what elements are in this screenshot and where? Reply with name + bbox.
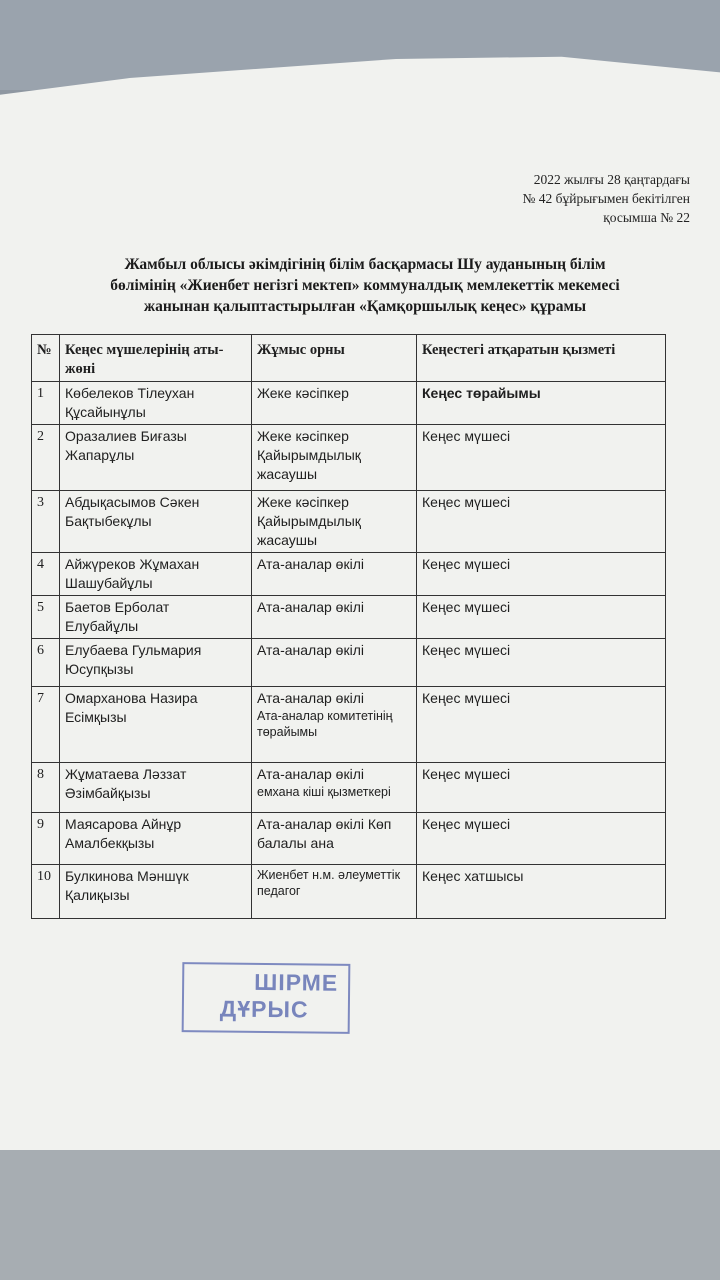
row-number: 1 [32, 382, 60, 425]
member-workplace [252, 687, 417, 763]
member-workplace: Ата-аналар өкілі [252, 553, 417, 596]
member-workplace: Ата-аналар өкілі [252, 639, 417, 687]
table-row [32, 382, 666, 425]
header-number: № [32, 335, 60, 382]
table-row [32, 425, 666, 491]
table-row [32, 763, 666, 813]
workplace-detail: емхана кіші қызметкері [257, 785, 391, 799]
table-row [32, 865, 666, 919]
member-workplace: Жиенбет н.м. әлеуметтік педагог [252, 865, 417, 919]
member-workplace: Жеке кәсіпкер Қайырымдылық жасаушы [252, 491, 417, 553]
member-name: Жұматаева Ләззат Әзімбайқызы [60, 763, 252, 813]
approval-line-appendix: қосымша № 22 [603, 210, 690, 225]
table-row [32, 491, 666, 553]
stamp-line-2: ДҰРЫС [219, 995, 309, 1023]
table-row [32, 553, 666, 596]
member-role: Кеңес мүшесі [417, 813, 666, 865]
approval-stamp [182, 962, 351, 1034]
row-number: 4 [32, 553, 60, 596]
member-role: Кеңес хатшысы [417, 865, 666, 919]
table-header-row [32, 335, 666, 382]
stamp-line-1: ШІРМЕ [254, 968, 339, 996]
title-line-3: жанынан қалыптастырылған «Қамқоршылық кеңес» құрамы [143, 298, 587, 315]
photo-background-bottom [0, 1150, 720, 1280]
member-workplace: Ата-аналар өкілі [252, 596, 417, 639]
table-row [32, 687, 666, 763]
workplace-main: Ата-аналар өкілі [257, 766, 364, 782]
row-number: 8 [32, 763, 60, 813]
approval-line-order: № 42 бұйрығымен бекітілген [522, 191, 690, 206]
member-role: Кеңес мүшесі [417, 687, 666, 763]
member-name: Оразалиев Биғазы Жапарұлы [60, 425, 252, 491]
member-workplace: Жеке кәсіпкер [252, 382, 417, 425]
title-line-2: бөлімінің «Жиенбет негізгі мектеп» коммуналдық мемлекеттік мекемесі [110, 277, 620, 294]
member-workplace [252, 763, 417, 813]
header-workplace: Жұмыс орны [252, 335, 417, 382]
header-council-role: Кеңестегі атқаратын қызметі [417, 335, 666, 382]
table-row [32, 639, 666, 687]
approval-note [523, 170, 691, 227]
member-name: Абдықасымов Сәкен Бақтыбекұлы [60, 491, 252, 553]
member-name: Баетов Ерболат Елубайұлы [60, 596, 252, 639]
row-number: 7 [32, 687, 60, 763]
row-number: 5 [32, 596, 60, 639]
member-role: Кеңес мүшесі [417, 763, 666, 813]
header-member-name: Кеңес мүшелерінің аты-жөні [60, 335, 252, 382]
member-role: Кеңес мүшесі [417, 425, 666, 491]
member-name: Айжүреков Жұмахан Шашубайұлы [60, 553, 252, 596]
row-number: 10 [32, 865, 60, 919]
row-number: 3 [32, 491, 60, 553]
row-number: 6 [32, 639, 60, 687]
member-name: Маясарова Айнұр Амалбекқызы [60, 813, 252, 865]
member-name: Елубаева Гульмария Юсупқызы [60, 639, 252, 687]
member-role: Кеңес мүшесі [417, 596, 666, 639]
workplace-detail: Ата-аналар комитетінің төрайымы [257, 709, 393, 739]
title-line-1: Жамбыл облысы әкімдігінің білім басқармасы Шу ауданының білім [124, 256, 606, 273]
member-role: Кеңес мүшесі [417, 553, 666, 596]
member-role: Кеңес мүшесі [417, 639, 666, 687]
member-name: Омарханова Назира Есімқызы [60, 687, 252, 763]
council-members-table [31, 334, 666, 919]
workplace-main: Ата-аналар өкілі [257, 690, 364, 706]
member-role: Кеңес мүшесі [417, 491, 666, 553]
document-title [40, 254, 690, 317]
approval-line-date: 2022 жылғы 28 қаңтардағы [533, 172, 690, 187]
member-workplace: Жеке кәсіпкер Қайырымдылық жасаушы [252, 425, 417, 491]
member-role: Кеңес төрайымы [417, 382, 666, 425]
table-row [32, 596, 666, 639]
table-row [32, 813, 666, 865]
row-number: 9 [32, 813, 60, 865]
member-name: Булкинова Мәншүк Қалиқызы [60, 865, 252, 919]
member-workplace: Ата-аналар өкілі Көп балалы ана [252, 813, 417, 865]
row-number: 2 [32, 425, 60, 491]
member-name: Көбелеков Тілеухан Құсайынұлы [60, 382, 252, 425]
